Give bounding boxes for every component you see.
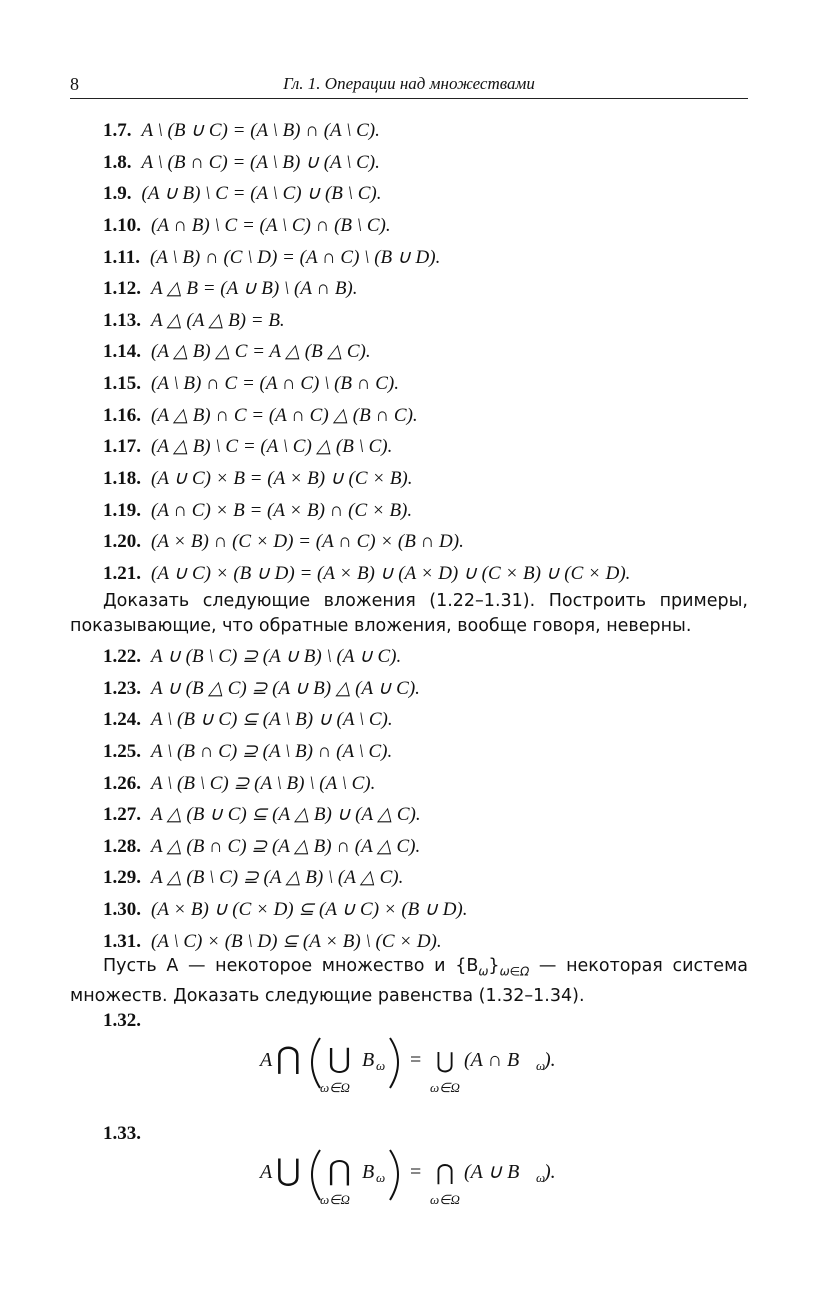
exercise-number: 1.32. [103,1010,141,1031]
exercise-item [70,147,750,179]
exercise-number: 1.25. [103,740,141,762]
exercise-item [70,463,750,495]
exercise-item [70,368,750,400]
left-paren [312,1150,320,1200]
exercise-formula: (A ∩ C) × B = (A × B) ∩ (C × B). [151,499,413,521]
instruction-text-end: — некоторая система множеств. Доказать следующие равенства (1.32–1.34). [70,956,748,1006]
exercise-number: 1.27. [103,804,141,826]
exercise-item [70,210,750,242]
exercise-item [70,305,750,337]
exercise-formula: (A △ B) \ C = (A \ C) △ (B \ C). [151,436,393,458]
omega-sub: ω [376,1058,386,1073]
exercise-item [70,495,750,527]
exercise-item [70,526,750,558]
big-intersection-symbol: ⋂ [328,1156,351,1187]
display-formula-1-33 [250,1142,580,1212]
exercise-number: 1.19. [103,499,141,521]
big-intersection-symbol: ⋂ [276,1042,301,1075]
exercise-number: 1.13. [103,309,141,331]
union-index: ω∈Ω [320,1080,350,1095]
exercise-number: 1.14. [103,341,141,363]
exercise-item [70,336,750,368]
exercise-item [70,704,750,736]
instruction-paragraph-inclusions [70,589,748,638]
exercise-formula: A ∪ (B \ C) ⊇ (A ∪ B) \ (A ∪ C). [151,646,402,667]
exercise-number: 1.10. [103,214,141,236]
intersection-index: ω∈Ω [320,1192,350,1207]
big-union-symbol: ⋃ [328,1044,351,1075]
equals-sign: = [410,1161,422,1183]
exercise-formula: (A \ B) ∩ C = (A ∩ C) \ (B ∩ C). [151,373,400,395]
exercise-formula: A \ (B ∩ C) = (A \ B) ∪ (A \ C). [141,151,380,173]
set-b: B [362,1049,375,1071]
exercise-formula: (A ∪ C) × (B ∪ D) = (A × B) ∪ (A × D) ∪ (C × B) ∪ (C × D). [151,562,631,584]
exercise-item [70,736,750,768]
exercise-number: 1.11. [103,246,140,268]
omega-sub: ω [376,1170,386,1185]
exercise-formula: A △ (B ∩ C) ⊇ (A △ B) ∩ (A △ C). [151,835,421,857]
exercise-formula: (A △ B) △ C = A △ (B △ C). [151,341,371,363]
exercise-number: 1.30. [103,899,141,921]
exercise-formula: (A \ C) × (B \ D) ⊆ (A × B) \ (C × D). [151,930,442,952]
exercise-item [70,273,750,305]
exercise-formula: A \ (B ∪ C) ⊆ (A \ B) ∪ (A \ C). [151,709,393,731]
exercise-list-identities [70,115,750,590]
exercise-number: 1.31. [103,930,141,952]
exercise-formula: (A \ B) ∩ (C \ D) = (A ∩ C) \ (B ∪ D). [149,246,441,268]
exercise-item [70,799,750,831]
exercise-formula: (A ∪ C) × B = (A × B) ∪ (C × B). [151,468,413,490]
big-union-symbol: ⋃ [276,1154,301,1187]
rhs-union-symbol: ⋃ [436,1048,455,1073]
exercise-formula: A △ (B \ C) ⊇ (A △ B) \ (A △ C). [151,867,404,889]
exercise-item [70,641,750,673]
exercise-item [70,768,750,800]
exercise-item [70,558,750,590]
exercise-formula: (A × B) ∩ (C × D) = (A ∩ C) × (B ∩ D). [151,531,464,553]
running-title: Гл. 1. Операции над множествами [283,74,535,93]
set-b: B [362,1161,375,1183]
instruction-text: Доказать следующие вложения (1.22–1.31). Построить примеры, показывающие, что обратные вложения, вообще говоря, неверны. [70,591,748,636]
exercise-number: 1.9. [103,183,132,205]
exercise-number: 1.17. [103,436,141,458]
exercise-number: 1.28. [103,835,141,857]
exercise-formula: (A ∪ B) \ C = (A \ C) ∪ (B \ C). [141,183,382,205]
exercise-formula: A ∪ (B △ C) ⊇ (A ∪ B) △ (A ∪ C). [151,677,420,699]
exercise-item [70,431,750,463]
exercise-item [70,926,750,958]
display-formula-1-32 [250,1030,580,1100]
instruction-text-start: Пусть A — некоторое множество и {B [103,956,479,976]
exercise-number: 1.7. [103,120,132,141]
exercise-item [70,894,750,926]
equals-sign: = [410,1049,422,1071]
index-subscript: ω∈Ω [499,964,530,979]
exercise-number: 1.20. [103,531,141,553]
exercise-number: 1.26. [103,772,141,794]
exercise-number: 1.24. [103,709,141,731]
exercise-formula: A \ (B ∩ C) ⊇ (A \ B) ∩ (A \ C). [151,740,393,762]
exercise-item [70,400,750,432]
exercise-formula: A \ (B ∪ C) = (A \ B) ∩ (A \ C). [141,120,380,141]
omega-subscript: ω [478,964,489,979]
exercise-formula: A \ (B \ C) ⊇ (A \ B) \ (A \ C). [151,772,376,794]
rhs-expression: (A ∪ B [464,1161,520,1183]
exercise-number: 1.22. [103,646,141,667]
rhs-expression: (A ∩ B [464,1049,520,1071]
formula-svg [250,1030,580,1100]
exercise-number: 1.18. [103,468,141,490]
right-paren [390,1150,398,1200]
exercise-formula: (A △ B) ∩ C = (A ∩ C) △ (B ∩ C). [151,404,418,426]
exercise-formula: A △ B = (A ∪ B) \ (A ∩ B). [151,278,358,300]
rhs-close: ). [544,1049,556,1071]
exercise-number: 1.21. [103,562,141,584]
right-paren [390,1038,398,1088]
exercise-formula: (A ∩ B) \ C = (A \ C) ∩ (B \ C). [151,214,391,236]
exercise-item [70,115,750,147]
left-paren [312,1038,320,1088]
exercise-number: 1.29. [103,867,141,889]
rhs-intersection-symbol: ⋂ [436,1160,455,1185]
rhs-index: ω∈Ω [430,1080,460,1095]
rhs-omega-sub: ω [536,1058,546,1073]
exercise-number: 1.8. [103,151,132,173]
exercise-item [70,178,750,210]
instruction-paragraph-equalities: Пусть A — некоторое множество и $\{B_\omega\}_{\omega\in\Omega}$ — некоторая система множеств. Доказать следующие равенства (1.32–1.34). [70,956,748,1006]
exercise-number: 1.33. [103,1123,141,1144]
formula-svg [250,1142,580,1212]
set-a: A [260,1049,273,1071]
exercise-number: 1.15. [103,373,141,395]
exercise-number: 1.16. [103,404,141,426]
exercise-number: 1.23. [103,677,141,699]
exercise-formula: A △ (A △ B) = B. [151,309,285,331]
page-header [70,72,748,99]
rhs-close: ). [544,1161,556,1183]
exercise-item [70,862,750,894]
rhs-index: ω∈Ω [430,1192,460,1207]
exercise-item [70,673,750,705]
exercise-list-inclusions [70,641,750,957]
exercise-formula: (A × B) ∪ (C × D) ⊆ (A ∪ C) × (B ∪ D). [151,899,468,921]
exercise-formula: A △ (B ∪ C) ⊆ (A △ B) ∪ (A △ C). [151,804,421,826]
exercise-item [70,831,750,863]
page-number: 8 [70,74,79,94]
rhs-omega-sub: ω [536,1170,546,1185]
exercise-item [70,242,750,274]
exercise-number: 1.12. [103,278,141,300]
set-a: A [260,1161,273,1183]
